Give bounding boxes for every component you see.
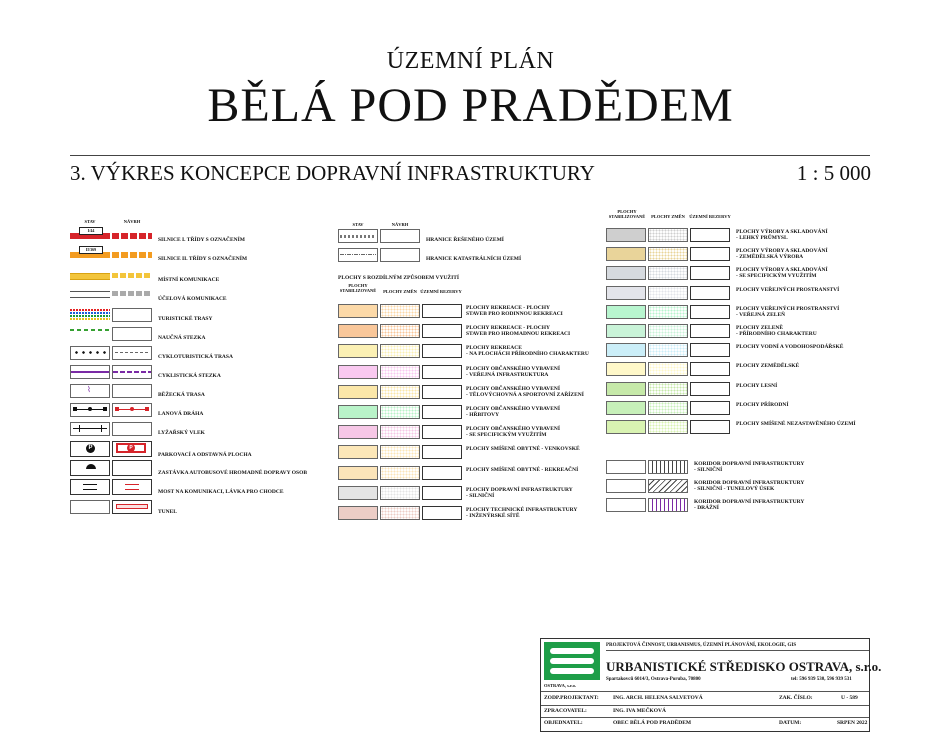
- col2-landuse-label: PLOCHY SMÍŠENÉ OBYTNÉ - VENKOVSKÉ: [466, 446, 580, 453]
- educational-trail-symbol: [70, 329, 110, 331]
- col2-landuse-reserve-swatch: [422, 324, 462, 338]
- cycle-tour-existing-box: [70, 346, 110, 360]
- col2-landuse-label: PLOCHY REKREACE: [466, 345, 522, 352]
- col3-landuse-stabilized-swatch: [606, 266, 646, 280]
- col2-landuse-change-swatch: [380, 385, 420, 399]
- col2-landuse-change-swatch: [380, 466, 420, 480]
- col3-landuse-change-swatch: [648, 324, 688, 338]
- tunnel-proposed-box: [112, 500, 152, 514]
- col3-landuse-label: PLOCHY VÝROBY A SKLADOVÁNÍ: [736, 229, 828, 235]
- col2-landuse-stabilized-swatch: [338, 324, 378, 338]
- parking-icon: P: [86, 444, 95, 453]
- corridor-existing-box: [606, 479, 646, 493]
- legend-label-bus-stop: ZASTÁVKA AUTOBUSOVÉ HROMADNÉ DOPRAVY OSOB: [158, 470, 308, 476]
- col3-landuse-label: PLOCHY VEŘEJNÝCH PROSTRANSTVÍ: [736, 305, 840, 312]
- col2-landuse-label-detail: - TĚLOVÝCHOVNÁ A SPORTOVNÍ ZAŘÍZENÍ: [466, 391, 584, 398]
- col3-header-changes: PLOCHY ZMĚN: [651, 214, 685, 219]
- col2-landuse-reserve-swatch: [422, 445, 462, 459]
- legend-label-tunnel: TUNEL: [158, 509, 177, 515]
- col2-landuse-label: PLOCHY OBČANSKÉHO VYBAVENÍ: [466, 385, 561, 392]
- col3-header-stabilized: PLOCHY STABILIZOVANÉ: [608, 209, 646, 219]
- col2-landuse-stabilized-swatch: [338, 385, 378, 399]
- corridor-label-detail: - DRÁŽNÍ: [694, 505, 719, 511]
- legend-label-parking: PARKOVACÍ A ODSTAVNÁ PLOCHA: [158, 452, 252, 458]
- tb-key-date: DATUM:: [779, 720, 802, 726]
- col3-landuse-stabilized-swatch: [606, 305, 646, 319]
- col2-landuse-label: PLOCHY REKREACE - PLOCHY: [466, 305, 550, 311]
- col2-landuse-label-detail: - SILNIČNÍ: [466, 492, 495, 499]
- boundary-cadastral-proposed: [380, 248, 420, 262]
- col2-landuse-reserve-swatch: [422, 506, 462, 520]
- col2-landuse-reserve-swatch: [422, 466, 462, 480]
- col3-landuse-stabilized-swatch: [606, 286, 646, 300]
- col3-landuse-change-swatch: [648, 420, 688, 434]
- col2-landuse-reserve-swatch: [422, 425, 462, 439]
- legend-label-service-road: ÚČELOVÁ KOMUNIKACE: [158, 296, 227, 302]
- parking-proposed-icon: P: [127, 444, 135, 452]
- col3-landuse-reserve-swatch: [690, 228, 730, 242]
- tb-value-job-number: U - 589: [841, 695, 858, 701]
- col3-landuse-label-detail: - LEHKÝ PRŮMYSL: [736, 235, 788, 241]
- hiking-trails-proposed-box: [112, 308, 152, 322]
- title-divider: [70, 155, 870, 156]
- col3-landuse-reserve-swatch: [690, 382, 730, 396]
- tunnel-existing-box: [70, 500, 110, 514]
- col2-landuse-stabilized-swatch: [338, 304, 378, 318]
- col2-landuse-label: PLOCHY OBČANSKÉHO VYBAVENÍ: [466, 406, 561, 412]
- corridor-label: KORIDOR DOPRAVNÍ INFRASTRUKTURY: [694, 461, 805, 467]
- corridor-existing-box: [606, 498, 646, 512]
- road-class1-code: I/44: [79, 227, 103, 235]
- service-road-existing-symbol: [70, 291, 110, 298]
- cableway-proposed-box: [112, 403, 152, 417]
- legend-label-bridge: MOST NA KOMUNIKACI, LÁVKA PRO CHODCE: [158, 489, 284, 495]
- legend-label-educational-trail: NAUČNÁ STEZKA: [158, 335, 206, 341]
- col2-landuse-change-swatch: [380, 365, 420, 379]
- cycle-path-proposed-box: [112, 365, 152, 379]
- col2-header-changes: PLOCHY ZMĚN: [383, 289, 417, 294]
- col3-landuse-stabilized-swatch: [606, 382, 646, 396]
- col2-landuse-label: PLOCHY OBČANSKÉHO VYBAVENÍ: [466, 426, 561, 433]
- col3-landuse-reserve-swatch: [690, 266, 730, 280]
- col2-landuse-reserve-swatch: [422, 344, 462, 358]
- col3-landuse-reserve-swatch: [690, 420, 730, 434]
- col3-landuse-label-detail: - SE SPECIFICKÝM VYUŽITÍM: [736, 273, 817, 280]
- corridor-label: KORIDOR DOPRAVNÍ INFRASTRUKTURY: [694, 480, 805, 486]
- ski-lift-proposed-box: [112, 422, 152, 436]
- road-class2-existing-symbol: [70, 248, 110, 258]
- corridor-hatch-swatch: [648, 460, 688, 474]
- legend-label-road-class2: SILNICE II. TŘÍDY S OZNAČENÍM: [158, 256, 248, 262]
- col2-landuse-change-swatch: [380, 344, 420, 358]
- boundary-solved-area-proposed: [380, 229, 420, 243]
- educational-trail-proposed-box: [112, 327, 152, 341]
- corridor-label-detail: - SILNIČNÍ: [694, 467, 723, 473]
- tb-key-job-number: ZAK. ČÍSLO:: [779, 695, 813, 701]
- col3-landuse-stabilized-swatch: [606, 324, 646, 338]
- bus-stop-icon: [86, 464, 96, 469]
- corridor-existing-box: [606, 460, 646, 474]
- col2-header-stav: STAV: [352, 222, 364, 227]
- col3-landuse-stabilized-swatch: [606, 420, 646, 434]
- col2-landuse-reserve-swatch: [422, 304, 462, 318]
- legend-label-ski-lift: LYŽAŘSKÝ VLEK: [158, 430, 205, 436]
- corridor-hatch-swatch: [648, 479, 688, 493]
- col3-landuse-stabilized-swatch: [606, 362, 646, 376]
- col3-landuse-label: PLOCHY ZEMĚDĚLSKÉ: [736, 363, 800, 370]
- col2-landuse-change-swatch: [380, 445, 420, 459]
- col3-landuse-label: PLOCHY VEŘEJNÝCH PROSTRANSTVÍ: [736, 286, 840, 293]
- col2-landuse-stabilized-swatch: [338, 486, 378, 500]
- col3-landuse-label-detail: - ZEMĚDĚLSKÁ VÝROBA: [736, 254, 804, 261]
- col3-landuse-change-swatch: [648, 401, 688, 415]
- col2-landuse-label-detail: - HŘBITOVY: [466, 412, 500, 418]
- company-address: Spartakovců 6014/3, Ostrava-Poruba, 70800: [606, 677, 701, 682]
- col2-landuse-change-swatch: [380, 324, 420, 338]
- col2-landuse-stabilized-swatch: [338, 405, 378, 419]
- local-road-proposed-symbol: [112, 273, 152, 278]
- plan-title: BĚLÁ POD PRADĚDEM: [207, 79, 734, 132]
- col2-landuse-label: PLOCHY TECHNICKÉ INFRASTRUKTURY: [466, 507, 578, 513]
- ski-run-existing-box: ⌇: [70, 384, 110, 398]
- corridor-label: KORIDOR DOPRAVNÍ INFRASTRUKTURY: [694, 499, 805, 505]
- bridge-existing-box: [70, 479, 110, 495]
- col2-landuse-stabilized-swatch: [338, 425, 378, 439]
- cycle-path-existing-box: [70, 365, 110, 379]
- bus-stop-proposed-box: [112, 460, 152, 476]
- ski-lift-existing-box: [70, 422, 110, 436]
- road-class2-code: II/369: [79, 246, 103, 254]
- road-class1-proposed-symbol: [112, 233, 152, 239]
- col2-landuse-change-swatch: [380, 405, 420, 419]
- col2-landuse-stabilized-swatch: [338, 365, 378, 379]
- logo-caption: OSTRAVA, s.r.o.: [544, 683, 577, 688]
- legend-label-local-road: MÍSTNÍ KOMUNIKACE: [158, 277, 220, 283]
- col2-landuse-change-swatch: [380, 506, 420, 520]
- road-class2-proposed-symbol: [112, 252, 152, 258]
- col3-landuse-stabilized-swatch: [606, 343, 646, 357]
- title-block: [540, 638, 882, 732]
- col2-landuse-reserve-swatch: [422, 486, 462, 500]
- col2-landuse-change-swatch: [380, 486, 420, 500]
- cableway-existing-box: [70, 403, 110, 417]
- tb-key-lead-designer: ZODP.PROJEKTANT:: [544, 695, 599, 701]
- col2-landuse-label: PLOCHY REKREACE - PLOCHY: [466, 325, 550, 332]
- parking-proposed-box: [112, 441, 152, 457]
- col3-landuse-reserve-swatch: [690, 305, 730, 319]
- land-use-section-title: PLOCHY S ROZDÍLNÝM ZPŮSOBEM VYUŽITÍ: [338, 275, 460, 281]
- tb-value-date: SRPEN 2022: [837, 720, 868, 726]
- drawing-scale: 1 : 5 000: [796, 161, 871, 185]
- bridge-proposed-icon: [125, 484, 139, 490]
- col2-landuse-change-swatch: [380, 425, 420, 439]
- company-phone: tel: 596 939 530, 596 939 531: [791, 677, 852, 682]
- col2-header-navrh: NÁVRH: [391, 222, 409, 227]
- boundary-solved-area-existing: [338, 229, 378, 243]
- col3-landuse-reserve-swatch: [690, 401, 730, 415]
- col2-landuse-reserve-swatch: [422, 405, 462, 419]
- parking-existing-box: [70, 441, 110, 457]
- col2-landuse-label-detail: - SE SPECIFICKÝM VYUŽITÍM: [466, 432, 547, 439]
- col2-landuse-label: PLOCHY SMÍŠENÉ OBYTNÉ - REKREAČNÍ: [466, 466, 579, 473]
- hiking-trails-symbol: [70, 308, 110, 322]
- col3-landuse-label-detail: - PŘÍRODNÍHO CHARAKTERU: [736, 331, 817, 337]
- col2-landuse-change-swatch: [380, 304, 420, 318]
- legend-label-cycle-tour: CYKLOTURISTICKÁ TRASA: [158, 354, 233, 360]
- col3-landuse-reserve-swatch: [690, 247, 730, 261]
- col3-landuse-label: PLOCHY VODNÍ A VODOHOSPODÁŘSKÉ: [736, 344, 844, 351]
- tb-key-author: ZPRACOVATEL:: [544, 708, 587, 714]
- company-logo: [544, 642, 600, 680]
- legend-label-cableway: LANOVÁ DRÁHA: [158, 411, 204, 417]
- col3-landuse-stabilized-swatch: [606, 247, 646, 261]
- plan-subtitle: ÚZEMNÍ PLÁN: [386, 48, 555, 74]
- bridge-proposed-box: [112, 479, 152, 495]
- tb-value-client: OBEC BĚLÁ POD PRADĚDEM: [613, 720, 692, 726]
- ski-run-proposed-box: [112, 384, 152, 398]
- col3-landuse-change-swatch: [648, 343, 688, 357]
- col2-landuse-label: PLOCHY OBČANSKÉHO VYBAVENÍ: [466, 365, 561, 372]
- col3-landuse-label-detail: - VEŘEJNÁ ZELEŇ: [736, 311, 786, 318]
- col1-header-navrh: NÁVRH: [123, 219, 141, 224]
- boundary-cadastral-existing: [338, 248, 378, 262]
- legend-label-boundary-solved-area: HRANICE ŘEŠENÉHO ÚZEMÍ: [426, 237, 504, 243]
- col2-landuse-stabilized-swatch: [338, 506, 378, 520]
- col2-landuse-label: PLOCHY DOPRAVNÍ INFRASTRUKTURY: [466, 486, 573, 493]
- col2-landuse-label-detail: - NA PLOCHÁCH PŘÍRODNÍHO CHARAKTERU: [466, 351, 589, 358]
- local-road-existing-symbol: [70, 273, 110, 280]
- corridor-label-detail: - SILNIČNÍ - TUNELOVÝ ÚSEK: [694, 486, 775, 492]
- col2-landuse-stabilized-swatch: [338, 466, 378, 480]
- road-class1-existing-symbol: [70, 229, 110, 239]
- col3-landuse-reserve-swatch: [690, 362, 730, 376]
- col2-header-reserves: ÚZEMNÍ REZERVY: [420, 289, 462, 294]
- col3-header-reserves: ÚZEMNÍ REZERVY: [689, 214, 731, 219]
- col3-landuse-label: PLOCHY PŘÍRODNÍ: [736, 401, 789, 408]
- company-name: URBANISTICKÉ STŘEDISKO OSTRAVA, s.r.o.: [606, 659, 882, 674]
- col3-landuse-change-swatch: [648, 266, 688, 280]
- col2-header-stabilized: PLOCHY STABILIZOVANÉ: [339, 283, 377, 293]
- cycle-tour-proposed-box: [112, 346, 152, 360]
- col2-landuse-reserve-swatch: [422, 385, 462, 399]
- col3-landuse-change-swatch: [648, 228, 688, 242]
- legend-label-ski-run: BĚŽECKÁ TRASA: [158, 392, 205, 398]
- tb-value-lead-designer: ING. ARCH. HELENA SALVETOVÁ: [613, 695, 703, 701]
- legend-label-hiking-trails: TURISTICKÉ TRASY: [158, 316, 213, 322]
- drawing-name: 3. VÝKRES KONCEPCE DOPRAVNÍ INFRASTRUKTURY: [70, 161, 595, 185]
- legend-label-road-class1: SILNICE I. TŘÍDY S OZNAČENÍM: [158, 237, 245, 243]
- col3-landuse-stabilized-swatch: [606, 401, 646, 415]
- col3-landuse-reserve-swatch: [690, 343, 730, 357]
- col3-landuse-change-swatch: [648, 286, 688, 300]
- col3-landuse-reserve-swatch: [690, 286, 730, 300]
- col1-header-stav: STAV: [84, 219, 96, 224]
- col2-landuse-reserve-swatch: [422, 365, 462, 379]
- col2-landuse-label-detail: - INŽENÝRSKÉ SÍTĚ: [466, 513, 520, 519]
- legend-label-cycle-path: CYKLISTICKÁ STEZKA: [158, 373, 221, 379]
- col3-landuse-label: PLOCHY LESNÍ: [736, 382, 778, 389]
- col3-landuse-label: PLOCHY VÝROBY A SKLADOVÁNÍ: [736, 248, 828, 255]
- service-road-proposed-symbol: [112, 291, 152, 296]
- col3-landuse-label: PLOCHY VÝROBY A SKLADOVÁNÍ: [736, 267, 828, 274]
- col3-landuse-change-swatch: [648, 305, 688, 319]
- col2-landuse-label-detail: STAVEB PRO HROMADNOU REKREACI: [466, 331, 571, 338]
- bus-stop-existing-box: [70, 460, 110, 476]
- corridor-hatch-swatch: [648, 498, 688, 512]
- tb-value-author: ING. IVA MEČKOVÁ: [613, 708, 666, 714]
- col3-landuse-change-swatch: [648, 382, 688, 396]
- col3-landuse-reserve-swatch: [690, 324, 730, 338]
- col2-landuse-stabilized-swatch: [338, 344, 378, 358]
- col3-landuse-change-swatch: [648, 247, 688, 261]
- col2-landuse-label-detail: STAVEB PRO RODINNOU REKREACI: [466, 311, 563, 317]
- col3-landuse-stabilized-swatch: [606, 228, 646, 242]
- col2-landuse-label-detail: - VEŘEJNÁ INFRASTRUKTURA: [466, 371, 549, 378]
- col2-landuse-stabilized-swatch: [338, 445, 378, 459]
- company-activities: PROJEKTOVÁ ČINNOST, URBANISMUS, ÚZEMNÍ PLÁNOVÁNÍ, EKOLOGIE, GIS: [606, 643, 797, 648]
- bridge-icon: [83, 484, 97, 490]
- col3-landuse-label: PLOCHY SMÍŠENÉ NEZASTAVĚNÉHO ÚZEMÍ: [736, 421, 856, 427]
- tb-key-client: OBJEDNATEL:: [544, 720, 583, 726]
- col3-landuse-change-swatch: [648, 362, 688, 376]
- col3-landuse-label: PLOCHY ZELENĚ: [736, 325, 784, 331]
- legend-label-boundary-cadastral: HRANICE KATASTRÁLNÍCH ÚZEMÍ: [426, 256, 522, 262]
